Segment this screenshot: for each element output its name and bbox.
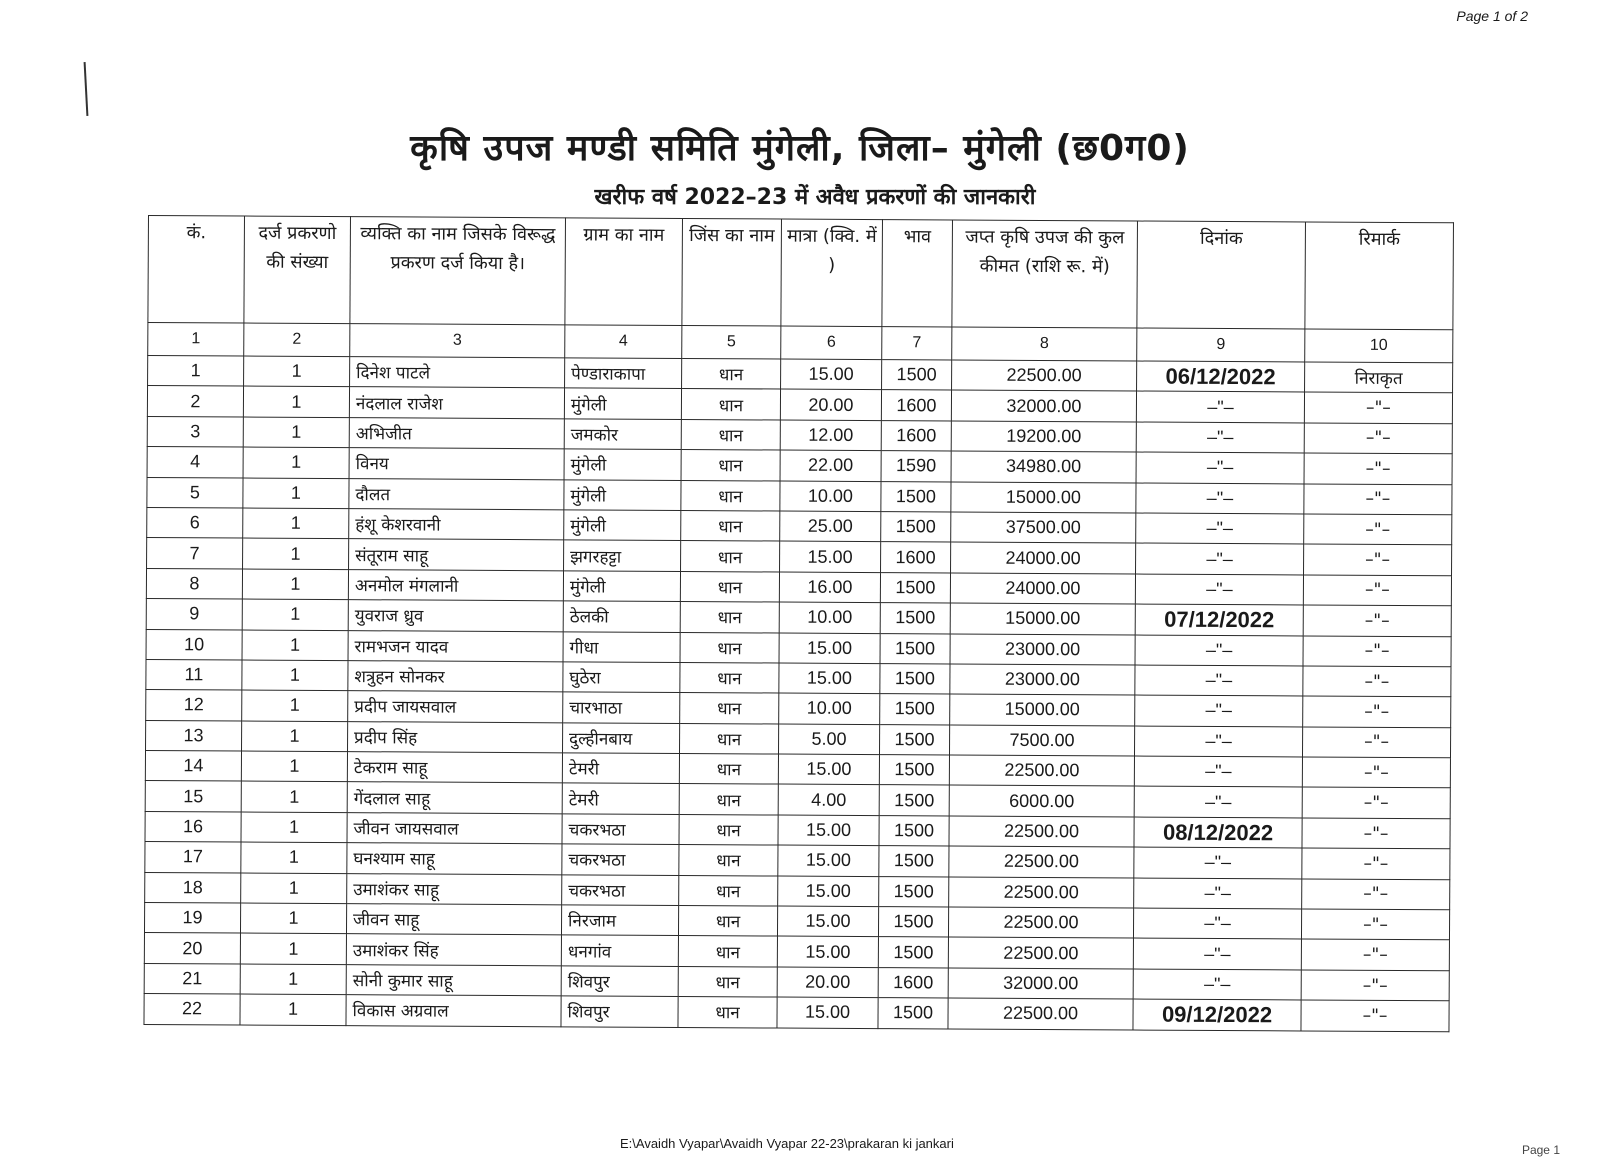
cell-village: चकरभठा bbox=[562, 844, 679, 875]
cell-rate: 1600 bbox=[881, 542, 951, 573]
cell-remark: –"– bbox=[1303, 605, 1451, 636]
cell-date: –"– bbox=[1134, 726, 1302, 757]
cell-seized-value: 24000.00 bbox=[950, 573, 1135, 604]
cell-remark: –"– bbox=[1303, 575, 1451, 606]
cell-village: चकरभठा bbox=[562, 814, 679, 845]
cell-rate: 1500 bbox=[878, 998, 948, 1029]
cell-date: 07/12/2022 bbox=[1135, 604, 1303, 635]
cell-rate: 1500 bbox=[880, 572, 950, 603]
cell-quantity: 22.00 bbox=[780, 450, 881, 481]
cell-quantity: 15.00 bbox=[779, 633, 880, 664]
header-serial: कं. bbox=[148, 216, 245, 324]
cell-remark: –"– bbox=[1302, 787, 1450, 818]
cell-cases-count: 1 bbox=[243, 508, 349, 539]
cell-serial: 7 bbox=[147, 538, 243, 569]
cell-crop: धान bbox=[679, 845, 778, 876]
cell-remark: –"– bbox=[1302, 757, 1450, 788]
cell-person-name: जीवन साहू bbox=[346, 904, 561, 936]
cell-seized-value: 32000.00 bbox=[948, 968, 1133, 999]
cell-serial: 16 bbox=[145, 811, 241, 842]
cell-remark: –"– bbox=[1303, 696, 1451, 727]
cell-village: शिवपुर bbox=[561, 996, 678, 1027]
cell-remark: –"– bbox=[1302, 727, 1450, 758]
cell-quantity: 4.00 bbox=[778, 784, 879, 815]
cell-crop: धान bbox=[680, 662, 779, 693]
cell-quantity: 12.00 bbox=[780, 420, 881, 451]
cell-date: –"– bbox=[1133, 938, 1301, 969]
cell-person-name: प्रदीप जायसवाल bbox=[348, 691, 563, 723]
cell-cases-count: 1 bbox=[242, 690, 348, 721]
cell-village: टेमरी bbox=[562, 783, 679, 814]
cell-village: चकरभठा bbox=[562, 874, 679, 905]
cell-rate: 1500 bbox=[879, 815, 949, 846]
cell-person-name: संतूराम साहू bbox=[349, 539, 564, 571]
cell-cases-count: 1 bbox=[241, 781, 347, 812]
document-subtitle: खरीफ वर्ष 2022–23 में अवैध प्रकरणों की जानकारी bbox=[594, 185, 1036, 210]
cell-remark: –"– bbox=[1303, 635, 1451, 666]
cell-seized-value: 32000.00 bbox=[951, 390, 1136, 421]
cell-crop: धान bbox=[680, 723, 779, 754]
cell-seized-value: 15000.00 bbox=[950, 694, 1135, 725]
cell-crop: धान bbox=[681, 389, 780, 420]
cell-person-name: युवराज ध्रुव bbox=[348, 600, 563, 632]
cell-crop: धान bbox=[681, 510, 780, 541]
header-village: ग्राम का नाम bbox=[565, 218, 683, 326]
cell-quantity: 16.00 bbox=[779, 572, 880, 603]
cell-crop: धान bbox=[678, 997, 777, 1028]
cell-person-name: शत्रुहन सोनकर bbox=[348, 661, 563, 693]
cell-cases-count: 1 bbox=[241, 842, 347, 873]
cell-village: ठेलकी bbox=[563, 601, 680, 632]
cell-date: –"– bbox=[1136, 391, 1304, 422]
cell-cases-count: 1 bbox=[243, 386, 349, 417]
cell-crop: धान bbox=[681, 480, 780, 511]
cell-date: –"– bbox=[1134, 878, 1302, 909]
cell-serial: 20 bbox=[144, 933, 240, 964]
cell-quantity: 20.00 bbox=[780, 389, 881, 420]
cell-village: निरजाम bbox=[561, 905, 678, 936]
cell-person-name: टेकराम साहू bbox=[347, 752, 562, 784]
cell-rate: 1500 bbox=[879, 724, 949, 755]
cell-date: –"– bbox=[1136, 513, 1304, 544]
cell-quantity: 15.00 bbox=[777, 936, 878, 967]
cell-village: धनगांव bbox=[561, 935, 678, 966]
cell-quantity: 15.00 bbox=[778, 754, 879, 785]
header-date: दिनांक bbox=[1137, 221, 1306, 329]
cell-crop: धान bbox=[680, 693, 779, 724]
cell-date: –"– bbox=[1136, 483, 1304, 514]
cell-cases-count: 1 bbox=[243, 447, 349, 478]
cell-crop: धान bbox=[678, 966, 777, 997]
cell-date: –"– bbox=[1135, 665, 1303, 696]
cell-village: गीधा bbox=[563, 631, 680, 662]
cell-remark: –"– bbox=[1301, 909, 1449, 940]
cell-rate: 1500 bbox=[881, 512, 951, 543]
cell-person-name: उमाशंकर साहू bbox=[347, 873, 562, 905]
cell-crop: धान bbox=[678, 936, 777, 967]
cell-date: –"– bbox=[1134, 786, 1302, 817]
cell-seized-value: 15000.00 bbox=[950, 603, 1135, 634]
cell-crop: धान bbox=[680, 632, 779, 663]
cell-person-name: रामभजन यादव bbox=[348, 630, 563, 662]
cell-rate: 1500 bbox=[878, 907, 948, 938]
cell-crop: धान bbox=[678, 906, 777, 937]
cell-date: 08/12/2022 bbox=[1134, 817, 1302, 848]
cell-serial: 14 bbox=[145, 751, 241, 782]
header-person-name: व्यक्ति का नाम जिसके विरूद्ध प्रकरण दर्ज किया है। bbox=[350, 217, 566, 325]
cell-remark: –"– bbox=[1301, 970, 1449, 1001]
cell-date: –"– bbox=[1135, 635, 1303, 666]
cell-rate: 1500 bbox=[881, 481, 951, 512]
column-number: 1 bbox=[148, 323, 244, 357]
cell-cases-count: 1 bbox=[240, 903, 346, 934]
header-seized-value: जप्त कृषि उपज की कुल कीमत (राशि रू. में) bbox=[952, 220, 1138, 328]
cell-crop: धान bbox=[679, 814, 778, 845]
cell-village: दुल्हीनबाय bbox=[563, 723, 680, 754]
cell-person-name: अभिजीत bbox=[349, 417, 564, 449]
cell-date: –"– bbox=[1136, 452, 1304, 483]
cell-remark: –"– bbox=[1303, 666, 1451, 697]
cell-serial: 2 bbox=[147, 386, 243, 417]
cell-cases-count: 1 bbox=[241, 812, 347, 843]
cell-date: –"– bbox=[1135, 574, 1303, 605]
cell-rate: 1500 bbox=[878, 937, 948, 968]
column-number: 3 bbox=[350, 324, 565, 358]
cell-person-name: प्रदीप सिंह bbox=[348, 721, 563, 753]
cell-remark: –"– bbox=[1304, 423, 1452, 454]
cell-rate: 1500 bbox=[882, 360, 952, 391]
column-number: 6 bbox=[781, 326, 882, 360]
cell-date: –"– bbox=[1136, 422, 1304, 453]
cell-village: झगरहट्टा bbox=[564, 540, 681, 571]
cell-crop: धान bbox=[681, 419, 780, 450]
cell-date: –"– bbox=[1136, 543, 1304, 574]
cell-seized-value: 22500.00 bbox=[949, 846, 1134, 877]
cell-quantity: 15.00 bbox=[781, 359, 882, 390]
table-header-row bbox=[148, 216, 1454, 330]
cell-crop: धान bbox=[679, 754, 778, 785]
header-crop: जिंस का नाम bbox=[682, 218, 782, 326]
cell-serial: 1 bbox=[148, 356, 244, 387]
cell-village: पेण्डाराकापा bbox=[565, 358, 682, 389]
cell-quantity: 15.00 bbox=[777, 906, 878, 937]
cell-village: शिवपुर bbox=[561, 966, 678, 997]
cell-rate: 1500 bbox=[880, 694, 950, 725]
cell-cases-count: 1 bbox=[241, 873, 347, 904]
cases-table bbox=[143, 215, 1454, 1032]
cell-quantity: 15.00 bbox=[778, 876, 879, 907]
cell-serial: 10 bbox=[146, 629, 242, 660]
cell-village: घुठेरा bbox=[563, 662, 680, 693]
cell-village: मुंगेली bbox=[564, 510, 681, 541]
cell-person-name: गेंदलाल साहू bbox=[347, 782, 562, 814]
cell-cases-count: 1 bbox=[243, 538, 349, 569]
cell-quantity: 15.00 bbox=[779, 663, 880, 694]
cell-cases-count: 1 bbox=[243, 478, 349, 509]
cell-date: –"– bbox=[1134, 756, 1302, 787]
cell-person-name: सोनी कुमार साहू bbox=[346, 964, 561, 996]
cell-seized-value: 22500.00 bbox=[949, 816, 1134, 847]
cell-serial: 12 bbox=[146, 690, 242, 721]
cell-quantity: 5.00 bbox=[778, 724, 879, 755]
cell-quantity: 15.00 bbox=[778, 845, 879, 876]
cell-quantity: 15.00 bbox=[780, 541, 881, 572]
cell-rate: 1600 bbox=[881, 420, 951, 451]
cell-cases-count: 1 bbox=[242, 630, 348, 661]
cell-serial: 19 bbox=[144, 903, 240, 934]
column-number: 7 bbox=[882, 327, 952, 360]
table-row bbox=[144, 994, 1449, 1032]
cell-serial: 6 bbox=[147, 507, 243, 538]
cell-crop: धान bbox=[680, 602, 779, 633]
header-remark: रिमार्क bbox=[1305, 222, 1454, 330]
cell-quantity: 10.00 bbox=[779, 602, 880, 633]
cell-quantity: 15.00 bbox=[778, 815, 879, 846]
cell-crop: धान bbox=[679, 784, 778, 815]
cell-rate: 1500 bbox=[880, 664, 950, 695]
cell-rate: 1500 bbox=[880, 633, 950, 664]
cell-serial: 13 bbox=[146, 720, 242, 751]
header-quantity: मात्रा (क्वि. में ) bbox=[781, 219, 883, 327]
cell-serial: 8 bbox=[146, 568, 242, 599]
cell-remark: –"– bbox=[1304, 484, 1452, 515]
cell-seized-value: 22500.00 bbox=[948, 937, 1133, 968]
cell-person-name: अनमोल मंगलानी bbox=[348, 569, 563, 601]
cell-cases-count: 1 bbox=[242, 599, 348, 630]
cell-rate: 1590 bbox=[881, 451, 951, 482]
cell-serial: 18 bbox=[145, 872, 241, 903]
column-number: 9 bbox=[1137, 328, 1305, 362]
column-number: 4 bbox=[565, 325, 682, 359]
cell-person-name: हंशू केशरवानी bbox=[349, 509, 564, 541]
cell-quantity: 25.00 bbox=[780, 511, 881, 542]
cell-rate: 1500 bbox=[879, 785, 949, 816]
cell-quantity: 15.00 bbox=[777, 997, 878, 1028]
cell-rate: 1500 bbox=[879, 755, 949, 786]
cell-person-name: नंदलाल राजेश bbox=[349, 387, 564, 419]
cell-serial: 4 bbox=[147, 447, 243, 478]
cell-crop: धान bbox=[680, 571, 779, 602]
cell-cases-count: 1 bbox=[240, 964, 346, 995]
cell-seized-value: 23000.00 bbox=[950, 634, 1135, 665]
cell-person-name: दौलत bbox=[349, 478, 564, 510]
cell-seized-value: 19200.00 bbox=[951, 421, 1136, 452]
footer-page-label: Page 1 bbox=[1521, 1143, 1560, 1157]
cell-person-name: उमाशंकर सिंह bbox=[346, 934, 561, 966]
cell-person-name: घनश्याम साहू bbox=[347, 843, 562, 875]
cell-serial: 3 bbox=[147, 416, 243, 447]
cell-village: जमकोर bbox=[564, 419, 681, 450]
cell-quantity: 20.00 bbox=[777, 967, 878, 998]
cell-remark: निराकृत bbox=[1305, 362, 1453, 393]
cell-person-name: विनय bbox=[349, 448, 564, 480]
cell-remark: –"– bbox=[1304, 453, 1452, 484]
cell-rate: 1500 bbox=[879, 846, 949, 877]
cell-village: चारभाठा bbox=[563, 692, 680, 723]
cell-cases-count: 1 bbox=[242, 721, 348, 752]
cell-remark: –"– bbox=[1304, 514, 1452, 545]
cell-crop: धान bbox=[681, 541, 780, 572]
cell-seized-value: 6000.00 bbox=[949, 785, 1134, 816]
cell-serial: 9 bbox=[146, 599, 242, 630]
column-number: 5 bbox=[682, 325, 781, 359]
cell-serial: 11 bbox=[146, 659, 242, 690]
column-number: 8 bbox=[952, 327, 1137, 361]
cell-seized-value: 15000.00 bbox=[951, 482, 1136, 513]
cell-date: 09/12/2022 bbox=[1133, 999, 1301, 1030]
cell-rate: 1500 bbox=[880, 603, 950, 634]
cell-seized-value: 22500.00 bbox=[952, 360, 1137, 391]
cell-serial: 15 bbox=[145, 781, 241, 812]
cell-seized-value: 22500.00 bbox=[948, 998, 1133, 1029]
cell-person-name: विकास अग्रवाल bbox=[346, 995, 561, 1027]
cell-person-name: दिनेश पाटले bbox=[350, 357, 565, 389]
document-title: कृषि उपज मण्डी समिति मुंगेली, जिला– मुंगेली (छ0ग0) bbox=[410, 128, 1190, 169]
cell-remark: –"– bbox=[1302, 818, 1450, 849]
cell-rate: 1600 bbox=[881, 390, 951, 421]
cell-serial: 21 bbox=[144, 963, 240, 994]
cell-village: मुंगेली bbox=[564, 479, 681, 510]
footer-file-path: E:\Avaidh Vyapar\Avaidh Vyapar 22-23\prakaran ki jankari bbox=[620, 1136, 954, 1151]
cell-remark: –"– bbox=[1304, 392, 1452, 423]
cell-cases-count: 1 bbox=[243, 417, 349, 448]
cell-remark: –"– bbox=[1302, 879, 1450, 910]
cell-remark: –"– bbox=[1302, 848, 1450, 879]
cell-seized-value: 37500.00 bbox=[951, 512, 1136, 543]
cell-seized-value: 7500.00 bbox=[949, 725, 1134, 756]
cell-date: –"– bbox=[1133, 969, 1301, 1000]
cell-seized-value: 34980.00 bbox=[951, 451, 1136, 482]
cell-cases-count: 1 bbox=[242, 660, 348, 691]
cell-village: टेमरी bbox=[562, 753, 679, 784]
cell-cases-count: 1 bbox=[244, 356, 350, 387]
cell-quantity: 10.00 bbox=[779, 693, 880, 724]
cell-cases-count: 1 bbox=[241, 751, 347, 782]
margin-pen-mark bbox=[84, 62, 89, 116]
header-cases-count: दर्ज प्रकरणो की संख्या bbox=[244, 216, 351, 324]
cell-remark: –"– bbox=[1301, 939, 1449, 970]
column-number: 10 bbox=[1305, 329, 1453, 363]
cell-remark: –"– bbox=[1304, 544, 1452, 575]
cell-village: मुंगेली bbox=[564, 388, 681, 419]
cell-remark: –"– bbox=[1301, 1000, 1449, 1031]
cell-seized-value: 22500.00 bbox=[949, 755, 1134, 786]
cell-cases-count: 1 bbox=[240, 933, 346, 964]
cell-rate: 1500 bbox=[879, 876, 949, 907]
cell-seized-value: 22500.00 bbox=[949, 877, 1134, 908]
page-number: Page 1 of 2 bbox=[1456, 8, 1528, 24]
cell-seized-value: 22500.00 bbox=[948, 907, 1133, 938]
cell-rate: 1600 bbox=[878, 967, 948, 998]
column-number: 2 bbox=[244, 323, 350, 357]
cell-cases-count: 1 bbox=[240, 994, 346, 1025]
cell-date: –"– bbox=[1134, 847, 1302, 878]
cell-date: 06/12/2022 bbox=[1137, 361, 1305, 392]
cell-quantity: 10.00 bbox=[780, 481, 881, 512]
cell-crop: धान bbox=[679, 875, 778, 906]
cell-seized-value: 23000.00 bbox=[950, 664, 1135, 695]
cell-cases-count: 1 bbox=[242, 569, 348, 600]
cell-crop: धान bbox=[682, 358, 781, 389]
cell-village: मुंगेली bbox=[563, 571, 680, 602]
cell-crop: धान bbox=[681, 450, 780, 481]
cell-date: –"– bbox=[1135, 695, 1303, 726]
cell-serial: 5 bbox=[147, 477, 243, 508]
cell-serial: 17 bbox=[145, 842, 241, 873]
header-rate: भाव bbox=[882, 220, 953, 327]
cell-seized-value: 24000.00 bbox=[951, 542, 1136, 573]
cell-serial: 22 bbox=[144, 994, 240, 1025]
cell-person-name: जीवन जायसवाल bbox=[347, 812, 562, 844]
cell-date: –"– bbox=[1133, 908, 1301, 939]
cell-village: मुंगेली bbox=[564, 449, 681, 480]
